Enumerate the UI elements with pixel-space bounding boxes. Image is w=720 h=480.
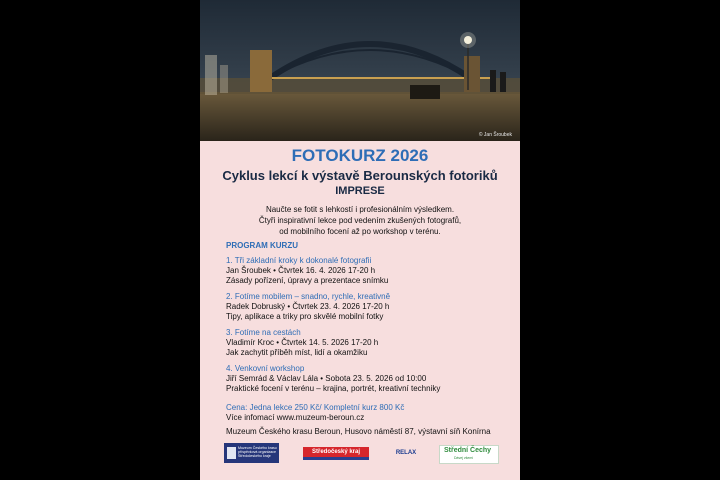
lesson-3 [226,328,516,358]
relax-logo: RELAX [395,450,417,456]
lesson-title: 1. Tři základní kroky k dokonalé fotografii [226,256,372,265]
content-panel [200,141,520,480]
intro-line: Naučte se fotit s lehkostí i profesionálním výsledkem. [265,205,455,214]
lesson-schedule: Radek Dobruský • Čtvrtek 23. 4. 2026 17-20 h [226,302,390,311]
event-poster [200,0,520,480]
lesson-schedule: Vladimír Kroc • Čtvrtek 14. 5. 2026 17-20 h [226,338,379,347]
stredocesky-kraj-logo: Středočeský kraj [303,447,369,457]
stredni-cechy-logo: Střední Čechy Dávej všemi [439,445,499,464]
lesson-title: 2. Fotíme mobilem – snadno, rychle, kreativně [226,292,391,301]
website-info[interactable]: Více infomací www.muzeum-beroun.cz [226,413,365,422]
lesson-schedule: Jan Šroubek • Čtvrtek 16. 4. 2026 17-20 h [226,266,376,275]
museum-logo: Muzeum Českého krasu příspěvková organizace Středočeského kraje [224,443,279,463]
lesson-title: 4. Venkovní workshop [226,364,305,373]
lesson-schedule: Jiří Semrád & Václav Lála • Sobota 23. 5. 2026 od 10:00 [226,374,427,383]
header-photo [200,0,520,141]
intro-line: od mobilního focení až po workshop v terénu. [279,227,441,236]
lesson-2 [226,292,516,322]
lesson-1 [226,256,516,286]
partner-logos [200,443,520,465]
course-subtitle: Cyklus lekcí k výstavě Berounských fotoriků [222,168,498,183]
photo-credit: © Jan Šroubek [478,132,512,138]
lesson-title: 3. Fotíme na cestách [226,328,301,337]
lesson-description: Zásady pořízení, úpravy a prezentace snímku [226,276,389,285]
lesson-description: Jak zachytit příběh míst, lidí a okamžiku [226,348,368,357]
venue-address: Muzeum Českého krasu Beroun, Husovo náměstí 87, výstavní síň Konírna [226,427,491,436]
exhibition-name: IMPRESE [335,185,385,197]
lesson-description: Tipy, aplikace a triky pro skvělé mobilní fotky [226,312,384,321]
harbour-bridge-photo [200,0,520,141]
price-info: Cena: Jednа lekce 250 Kč/ Kompletní kurz 800 Kč [226,403,405,412]
intro-line: Čtyři inspirativní lekce pod vedením zkušených fotografů, [258,216,462,225]
program-heading: PROGRAM KURZU [226,241,298,250]
page-title: FOTOKURZ 2026 [291,146,429,165]
intro-text [220,204,500,237]
lesson-description: Praktické focení v terénu – krajina, portrét, kreativní techniky [226,384,441,393]
museum-emblem-icon [227,447,236,459]
lesson-4 [226,364,516,394]
